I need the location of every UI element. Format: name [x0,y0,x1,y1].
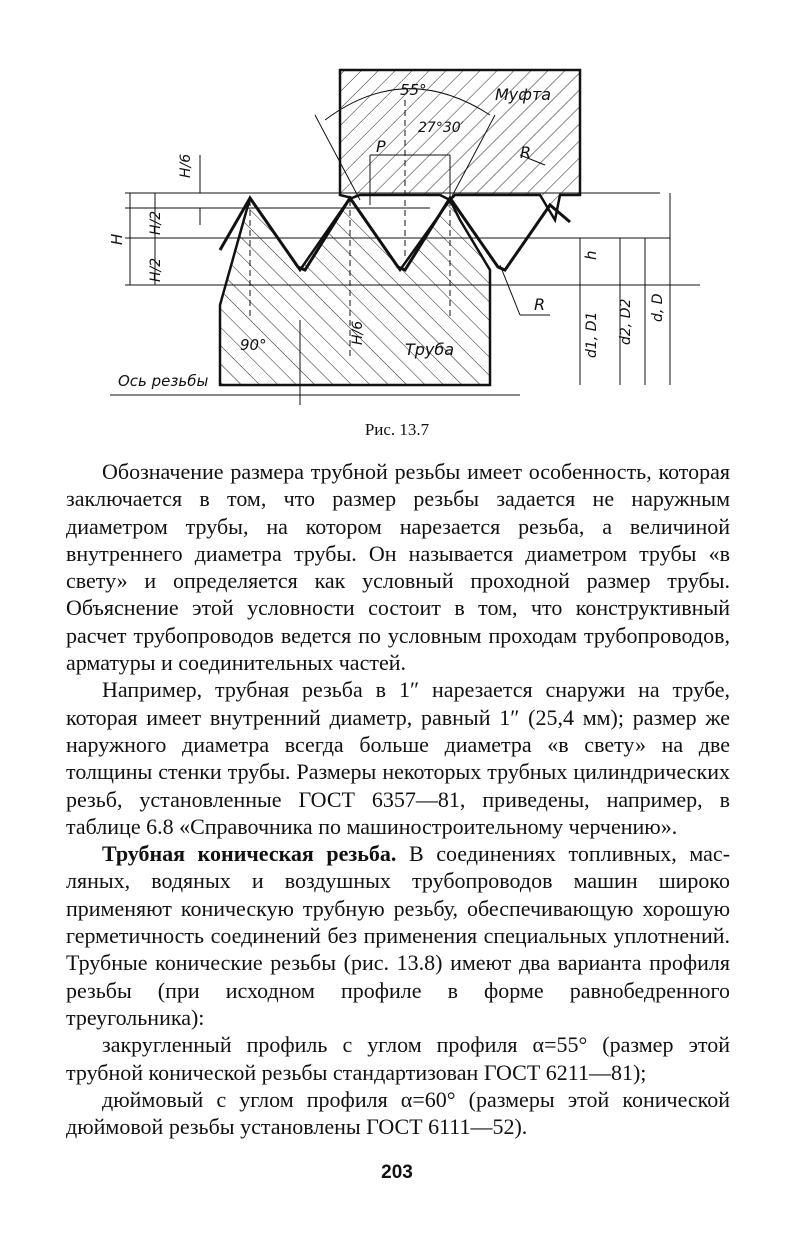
label-angle-55: 55° [400,81,427,99]
label-h-over-2-lower: H/2 [148,257,164,282]
thread-profile-drawing [100,60,700,420]
label-half-angle: 27°30′ [418,120,464,136]
label-radius-bottom: R [534,295,546,314]
label-angle-90: 90° [240,336,267,354]
paragraph-2: Например, трубная резьба в 1″ нарезается снаружи на трубе, которая имеет внутренний диаметр, равный 1″ (25,4 мм); размер же наружного диаметра всегда больше диаметра «в свету» на две толщины стенки трубы. Размеры некоторых трубных цилиндрических резьб, установленные ГОСТ 6357—81, приведены, например, в таблице 6.8 «Справочника по машиностроительному черчению». [66,677,730,839]
main-text [66,458,730,1140]
label-h-over-6-bottom: H/6 [350,320,366,345]
label-d-D: d, D [650,293,666,322]
paragraph-1: Обозначение размера трубной резьбы имеет особенность, которая заключается в том, что размер резьбы задается не наружным диаметром трубы, на котором нарезается резьба, а величиной внутреннего диаметра трубы. Он называется диаметром трубы «в свету» и определяется как условный проходной размер трубы. Объяснение этой условности состоит в том, что конструктивный расчет трубопроводов ведется по условным проходам трубопроводов, арматуры и соединительных частей. [66,459,730,676]
paragraph-5: дюймовый с углом профиля α=60° (размеры этой конической дюймовой резьбы установлены ГОСТ 6111—52). [66,1086,730,1140]
label-axis: Ось резьбы [118,372,209,390]
label-pitch: P [376,137,386,156]
label-d2-D2: d2, D2 [618,298,634,345]
label-h-small: h [582,250,600,260]
label-h-over-2-upper: H/2 [148,210,164,235]
label-radius-top: R [520,143,532,162]
pipe-thread-figure [100,60,700,420]
label-pipe: Труба [405,340,455,359]
paragraph-3 [66,840,730,1031]
paragraph-3-body: В соединениях топливных, масляных, водяных и воздушных трубопроводов машин широко применяют коническую трубную резьбу, обеспечивающую хорошую герметичность соединений без применения специальных уплотнений. Трубные конические резьбы (рис. 13.8) имеют два варианта профиля резьбы (при исходном профиле в форме равнобедренного треугольника): [66,841,731,1030]
figure-caption: Рис. 13.7 [364,420,430,439]
section-heading: Трубная коническая резьба. [102,841,397,867]
label-h-total: H [108,233,126,245]
label-h-over-6-top: H/6 [178,153,194,178]
label-d1-D1: d1, D1 [584,311,600,358]
label-coupling: Муфта [495,85,552,104]
paragraph-4: закругленный профиль с углом профиля α=55° (размер этой трубной конической резьбы стандартизован ГОСТ 6211—81); [66,1032,730,1085]
page-number: 203 [381,1162,413,1183]
